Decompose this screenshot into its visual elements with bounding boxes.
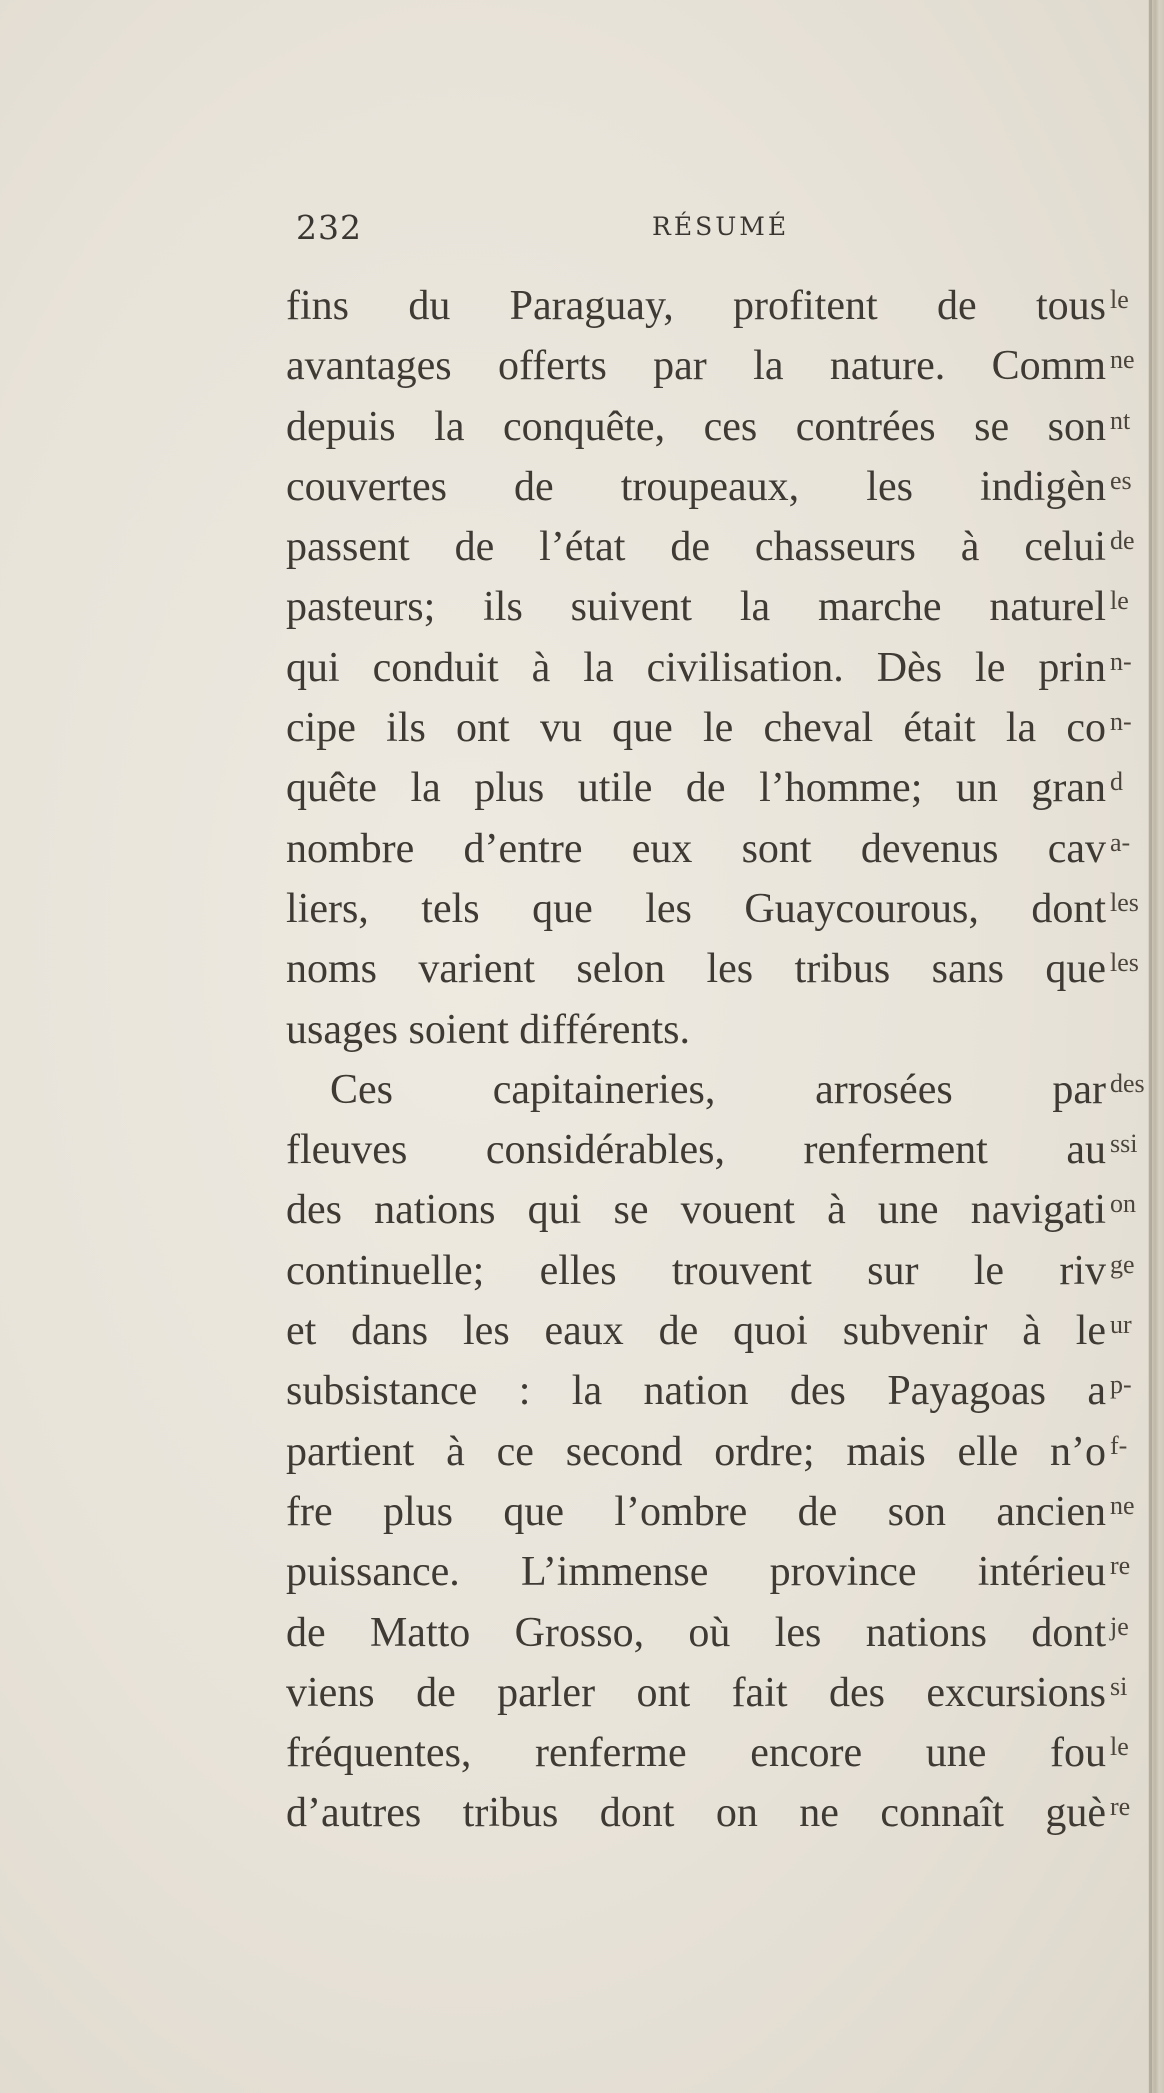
text-line: avantages offerts par la nature. Comm (286, 343, 1106, 390)
gutter-fragment: on (1110, 1189, 1136, 1219)
gutter-fragment: les (1110, 887, 1139, 917)
text-line: liers, tels que les Guaycourous, dont (286, 885, 1106, 932)
text-line: fleuves considérables, renferment au (286, 1127, 1106, 1174)
text-line: puissance. L’immense province intérieu (286, 1549, 1106, 1596)
text-line: d’autres tribus dont on ne connaît guè (286, 1790, 1106, 1837)
text-line: fréquentes, renferme encore une fou (286, 1730, 1106, 1777)
text-line: continuelle; elles trouvent sur le riv (286, 1247, 1106, 1294)
gutter-fragment: ssi (1110, 1129, 1138, 1159)
text-line: qui conduit à la civilisation. Dès le prin (286, 644, 1106, 691)
gutter-fragment: p- (1110, 1370, 1132, 1400)
text-line: noms varient selon les tribus sans que (286, 946, 1106, 993)
gutter-fragment: le (1110, 1732, 1129, 1762)
text-line: fre plus que l’ombre de son ancien (286, 1488, 1106, 1535)
text-line: Ces capitaineries, arrosées par (330, 1066, 1106, 1113)
gutter-fragment: le (1110, 285, 1129, 314)
text-line: viens de parler ont fait des excursions (286, 1669, 1106, 1716)
text-line: depuis la conquête, ces contrées se son (286, 403, 1106, 450)
gutter-fragment (1110, 1000, 1146, 1060)
text-line: usages soient différents. (286, 1006, 690, 1053)
text-line: pasteurs; ils suivent la marche naturel (286, 584, 1106, 631)
running-head (296, 208, 956, 258)
paragraph (286, 276, 1132, 1060)
gutter-fragment: re (1110, 1792, 1131, 1822)
page-edge-shadow (1149, 0, 1152, 2093)
paragraph (286, 1060, 1132, 1844)
gutter-fragments (1110, 276, 1146, 1844)
text-line: fins du Paraguay, profitent de tous (286, 283, 1106, 329)
text-line: des nations qui se vouent à une navigati (286, 1187, 1106, 1234)
text-line: et dans les eaux de quoi subvenir à le (286, 1308, 1106, 1355)
gutter-fragment: ge (1110, 1249, 1135, 1279)
gutter-fragment: le (1110, 586, 1129, 616)
gutter-fragment: f- (1110, 1430, 1128, 1460)
gutter-fragment: des (1110, 1068, 1145, 1098)
gutter-fragment: nt (1110, 405, 1131, 435)
text-line: partient à ce second ordre; mais elle n’o (286, 1428, 1106, 1475)
gutter-fragment: les (1110, 948, 1139, 978)
gutter-fragment: n- (1110, 646, 1132, 676)
gutter-fragment: ur (1110, 1310, 1132, 1340)
body-text (286, 276, 1132, 1844)
text-line: passent de l’état de chasseurs à celui (286, 524, 1106, 571)
gutter-fragment: a- (1110, 827, 1131, 857)
running-title: RÉSUMÉ (652, 212, 790, 241)
text-line: de Matto Grosso, où les nations dont (286, 1609, 1106, 1656)
text-line: nombre d’entre eux sont devenus cav (286, 825, 1106, 872)
gutter-fragment: si (1110, 1671, 1128, 1701)
gutter-fragment: de (1110, 526, 1135, 556)
text-line: quête la plus utile de l’homme; un gran (286, 765, 1106, 812)
text-line: subsistance : la nation des Payagoas a (286, 1368, 1106, 1415)
text-line: cipe ils ont vu que le cheval était la co (286, 705, 1106, 752)
gutter-fragment: d (1110, 767, 1123, 797)
page-number: 232 (296, 208, 362, 247)
gutter-fragment: es (1110, 465, 1132, 495)
gutter-fragment: je (1110, 1611, 1129, 1641)
gutter-fragment: ne (1110, 1490, 1135, 1520)
gutter-fragment: ne (1110, 345, 1135, 375)
gutter-fragment: n- (1110, 707, 1132, 737)
text-line: couvertes de troupeaux, les indigèn (286, 463, 1106, 510)
gutter-fragment: re (1110, 1551, 1131, 1581)
